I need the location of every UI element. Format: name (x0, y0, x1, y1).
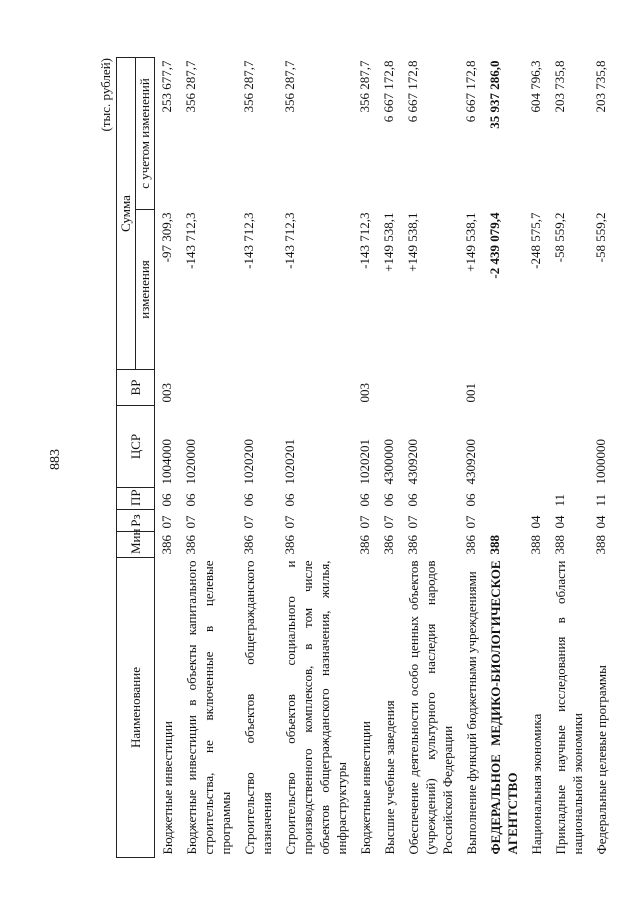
cell-rz (483, 510, 524, 532)
cell-total: 6 667 172,8 (381, 60, 396, 123)
table-row (237, 58, 278, 858)
cell-csr: 1020200 (241, 439, 256, 485)
cell-rz: 07 (405, 515, 420, 529)
cell-min: 388 (487, 535, 502, 555)
cell-change: +149 538,1 (405, 212, 420, 272)
cell-change: +149 538,1 (381, 212, 396, 272)
header-min: Мин (117, 532, 155, 558)
header-pr: ПР (117, 488, 155, 510)
cell-total: 356 287,7 (357, 60, 372, 113)
cell-min: 386 (357, 535, 372, 555)
cell-min: 388 (528, 535, 543, 555)
cell-change: -143 712,3 (357, 212, 372, 269)
cell-name: Выполнение функций бюджетными учреждениями (464, 571, 479, 855)
cell-pr: 06 (282, 493, 297, 507)
header-rz: Рз (117, 510, 155, 532)
cell-min: 386 (381, 535, 396, 555)
cell-change: -97 309,3 (159, 212, 174, 263)
cell-pr (483, 488, 524, 510)
cell-vr (401, 370, 459, 406)
cell-rz: 07 (381, 515, 396, 529)
cell-csr: 1020201 (357, 439, 372, 485)
cell-name: Прикладные научные исследования в области национальной экономики (553, 560, 585, 855)
header-row-1 (117, 58, 136, 858)
cell-min: 386 (159, 535, 174, 555)
cell-change: -248 575,7 (528, 212, 543, 269)
header-change: изменения (136, 210, 155, 370)
cell-total: 6 667 172,8 (463, 60, 478, 123)
cell-vr (179, 370, 237, 406)
units-label: (тыс. рублей) (98, 58, 113, 132)
table-body (155, 58, 614, 858)
cell-total: 203 735,8 (593, 60, 608, 113)
cell-pr: 06 (183, 493, 198, 507)
budget-table (116, 57, 613, 858)
cell-change: -2 439 079,4 (487, 212, 502, 279)
cell-vr: 003 (159, 383, 174, 403)
cell-rz: 07 (282, 515, 297, 529)
cell-total: 356 287,7 (282, 60, 297, 113)
cell-change: -143 712,3 (241, 212, 256, 269)
cell-pr: 11 (552, 493, 567, 507)
cell-rz: 04 (552, 515, 567, 529)
cell-change: -143 712,3 (282, 212, 297, 269)
cell-csr: 1004000 (159, 439, 174, 485)
cell-min: 386 (183, 535, 198, 555)
header-sum: Сумма (117, 58, 136, 370)
cell-csr: 4309200 (405, 439, 420, 485)
header-total: с учетом изменений (136, 58, 155, 210)
cell-total: 356 287,7 (183, 60, 198, 113)
cell-pr: 06 (159, 493, 174, 507)
table-row (459, 58, 483, 858)
cell-rz: 07 (183, 515, 198, 529)
cell-change: +149 538,1 (463, 212, 478, 272)
header-csr: ЦСР (117, 406, 155, 488)
cell-name: Строительство объектов социального и производственного комплексов, в том числе объектов общегражданского назначения, жилья, инфраструктуры (283, 560, 349, 855)
table-row (278, 58, 353, 858)
cell-change: -58 559,2 (593, 212, 608, 263)
cell-min: 386 (241, 535, 256, 555)
cell-pr: 06 (357, 493, 372, 507)
table-row (483, 58, 524, 858)
cell-vr (237, 370, 278, 406)
cell-min: 388 (593, 535, 608, 555)
cell-name: ФЕДЕРАЛЬНОЕ МЕДИКО-БИОЛОГИЧЕСКОЕ АГЕНТСТВО (488, 560, 520, 855)
cell-vr: 001 (463, 383, 478, 403)
cell-rz: 04 (528, 515, 543, 529)
cell-rz: 07 (357, 515, 372, 529)
table-row (548, 58, 589, 858)
rotated-page-content (98, 58, 609, 858)
cell-vr (483, 370, 524, 406)
cell-csr: 1020000 (183, 439, 198, 485)
cell-csr (483, 406, 524, 488)
cell-vr (377, 370, 401, 406)
cell-csr: 1000000 (593, 439, 608, 485)
cell-min: 386 (405, 535, 420, 555)
cell-change: -58 559,2 (552, 212, 567, 263)
cell-csr (524, 406, 548, 488)
cell-total: 35 937 286,0 (487, 60, 502, 129)
cell-rz: 07 (241, 515, 256, 529)
cell-rz: 07 (159, 515, 174, 529)
cell-pr: 06 (381, 493, 396, 507)
cell-name: Бюджетные инвестиции в объекты капитального строительства, не включенные в целевые программы (184, 560, 233, 855)
cell-total: 253 677,7 (159, 60, 174, 113)
cell-name: Национальная экономика (529, 713, 544, 855)
cell-min: 386 (282, 535, 297, 555)
cell-rz: 04 (593, 515, 608, 529)
cell-vr (548, 370, 589, 406)
cell-name: Высшие учебные заведения (382, 700, 397, 855)
cell-rz: 07 (463, 515, 478, 529)
cell-name: Бюджетные инвестиции (160, 721, 175, 855)
cell-pr: 11 (593, 493, 608, 507)
table-row (353, 58, 377, 858)
cell-vr (524, 370, 548, 406)
cell-pr (524, 488, 548, 510)
cell-pr: 06 (241, 493, 256, 507)
cell-vr (278, 370, 353, 406)
table-row (155, 58, 180, 858)
cell-pr: 06 (463, 493, 478, 507)
cell-csr: 1020201 (282, 439, 297, 485)
table-row (401, 58, 459, 858)
header-name: Наименование (117, 558, 155, 858)
cell-vr (589, 370, 613, 406)
cell-name: Обеспечение деятельности особо ценных объектов (учреждений) культурного наследия народов Российской Федерации (406, 560, 455, 855)
header-vr: ВР (117, 370, 155, 406)
cell-name: Бюджетные инвестиции (358, 721, 373, 855)
cell-name: Строительство объектов общегражданского назначения (242, 560, 274, 855)
cell-min: 388 (552, 535, 567, 555)
table-row (377, 58, 401, 858)
cell-csr (548, 406, 589, 488)
cell-pr: 06 (405, 493, 420, 507)
page-number: 883 (48, 449, 63, 470)
cell-name: Федеральные целевые программы (594, 665, 609, 855)
table-row (589, 58, 613, 858)
cell-total: 203 735,8 (552, 60, 567, 113)
cell-csr: 4300000 (381, 439, 396, 485)
cell-change: -143 712,3 (183, 212, 198, 269)
cell-total: 356 287,7 (241, 60, 256, 113)
table-row (179, 58, 237, 858)
cell-vr: 003 (357, 383, 372, 403)
cell-total: 6 667 172,8 (405, 60, 420, 123)
table-row (524, 58, 548, 858)
cell-csr: 4309200 (463, 439, 478, 485)
cell-total: 604 796,3 (528, 60, 543, 113)
cell-min: 386 (463, 535, 478, 555)
